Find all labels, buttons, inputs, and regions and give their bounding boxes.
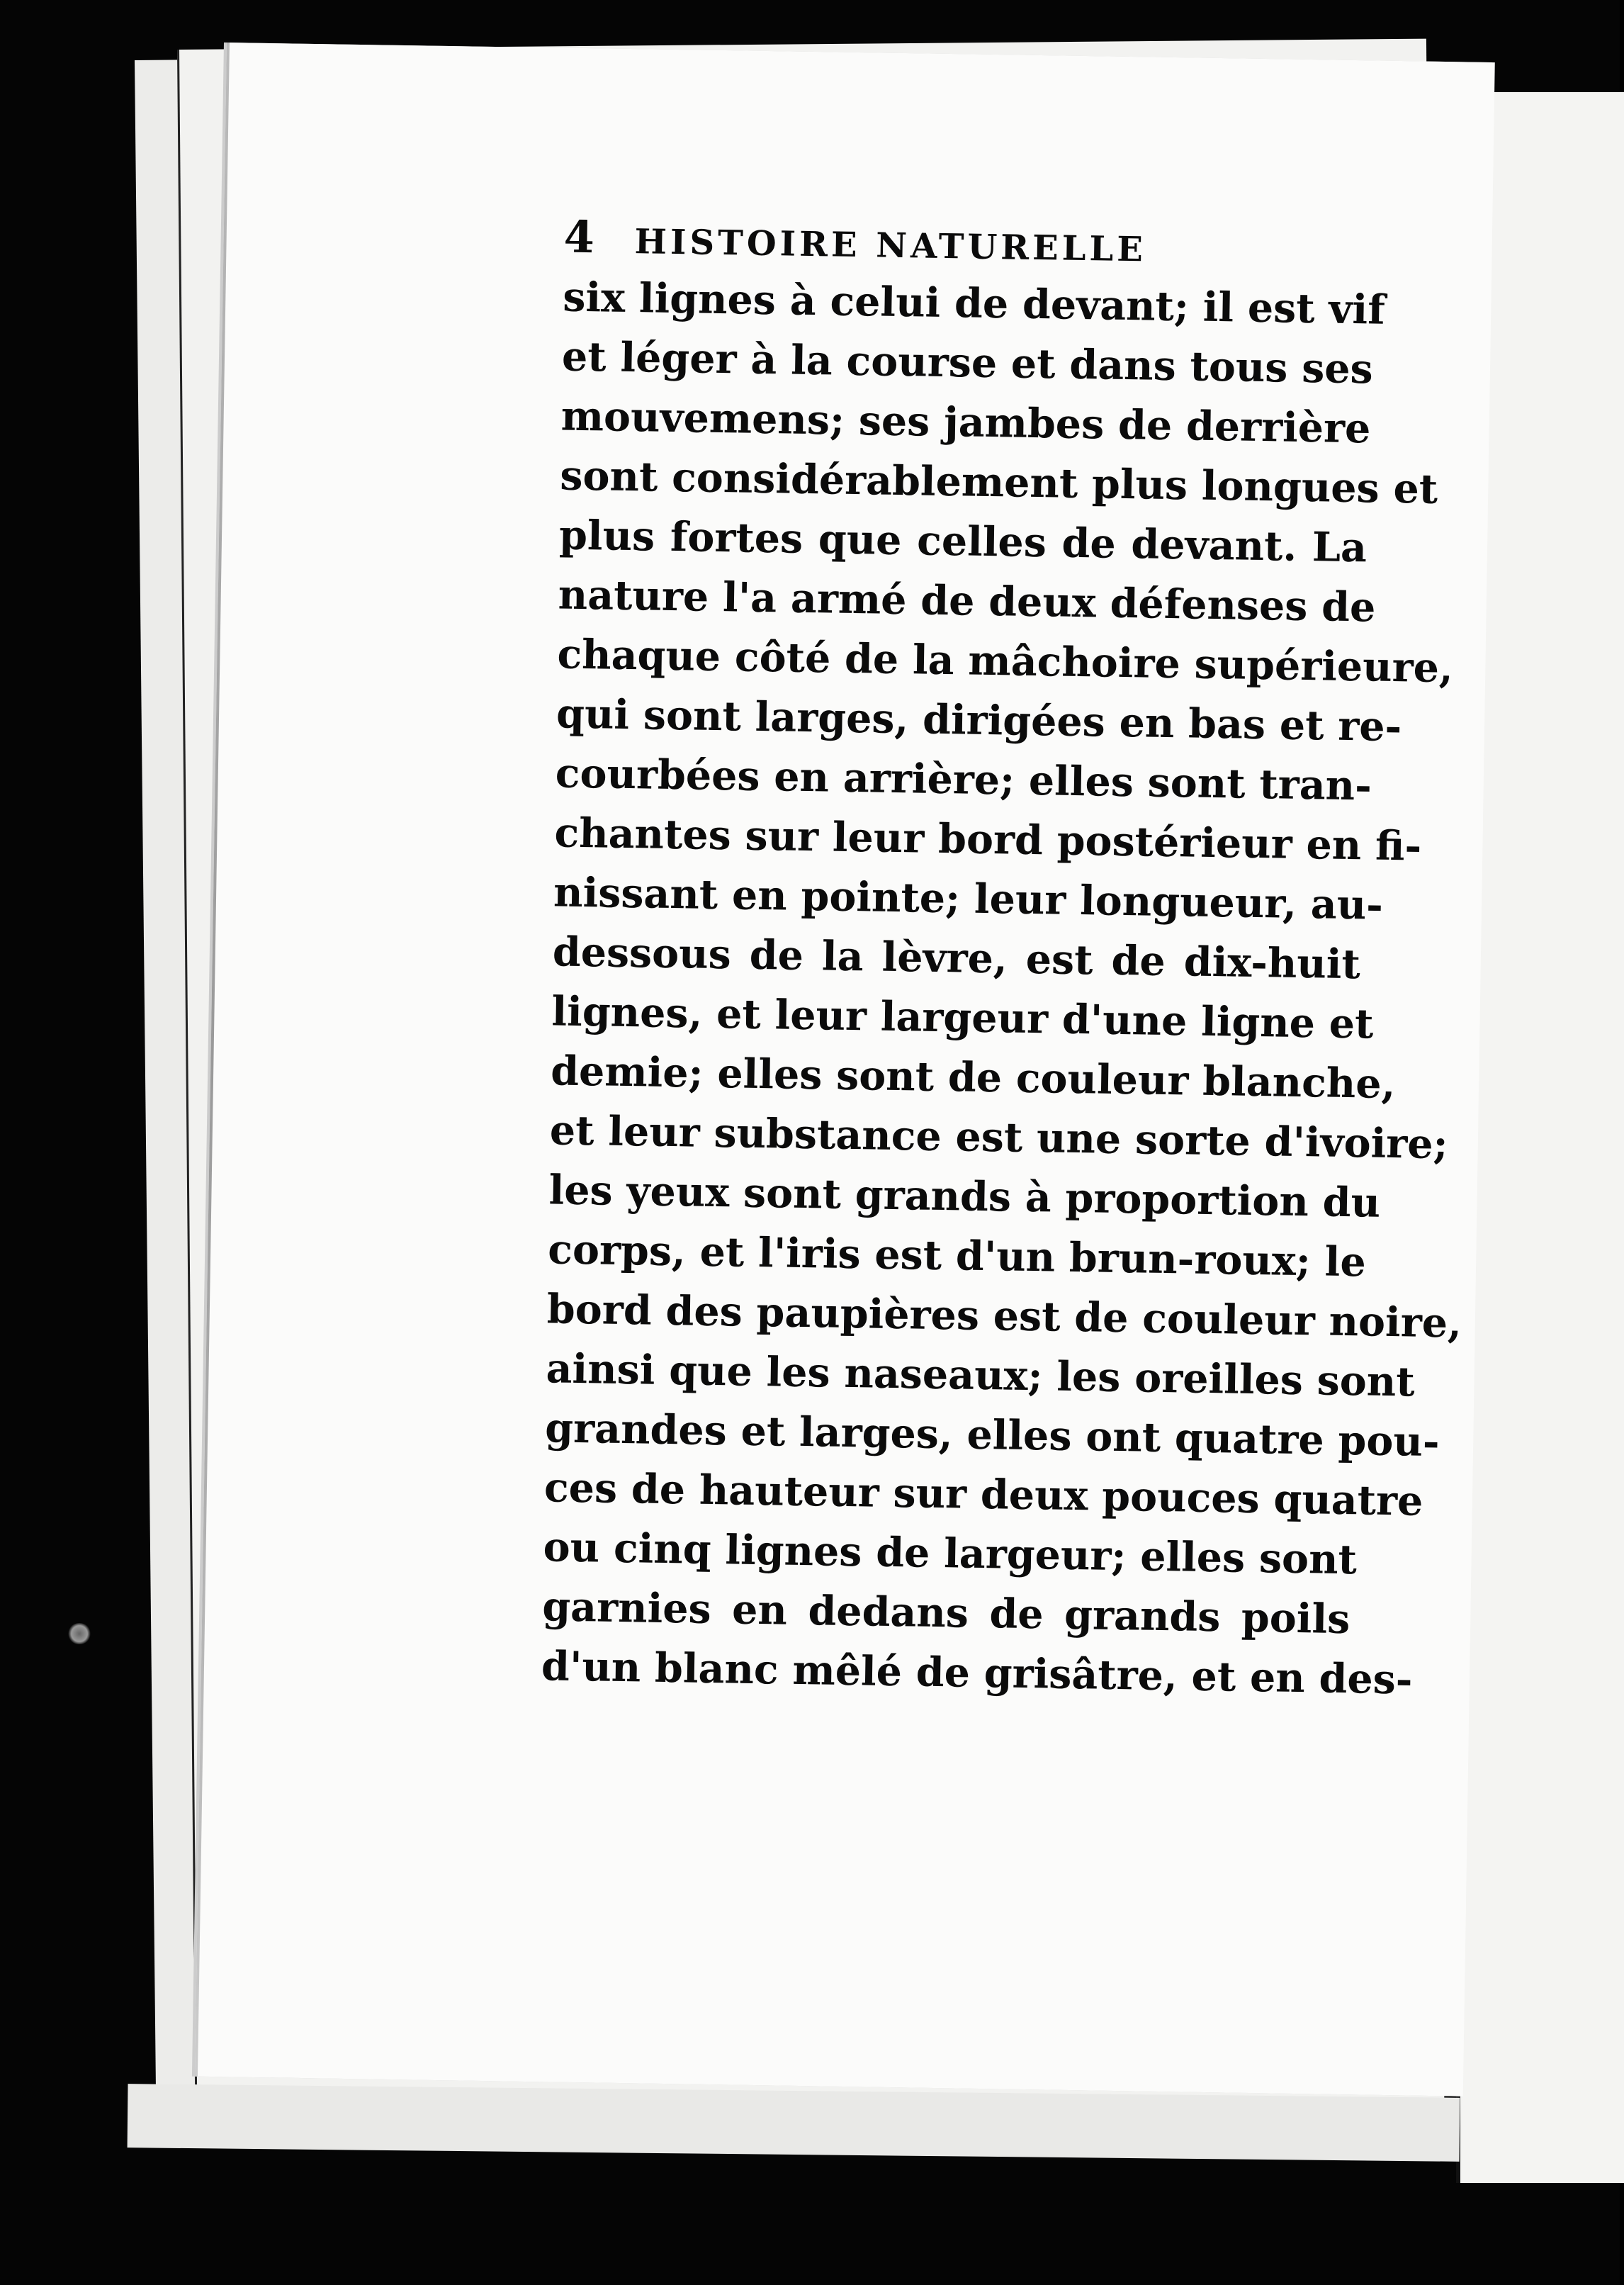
text-line: d'un blanc mêlé de grisâtre, et en des-: [541, 1642, 1413, 1704]
page-number: 4: [563, 210, 596, 264]
body-text: [541, 268, 1462, 1707]
text-line: nissant en pointe; leur longueur, au-: [553, 868, 1384, 929]
text-line: bord des paupières est de couleur noire,: [546, 1285, 1462, 1347]
text-line: qui sont larges, dirigées en bas et re-: [556, 690, 1402, 751]
text-line: ces de hauteur sur deux pouces quatre: [543, 1464, 1423, 1525]
text-line: plus fortes que celles de devant. La: [558, 511, 1368, 572]
text-line: grandes et larges, elles ont quatre pou-: [544, 1404, 1440, 1466]
text-line: dessous de la lèvre, est de dix-huit: [552, 928, 1361, 989]
text-line: courbées en arrière; elles sont tran-: [555, 749, 1372, 810]
text-line: garnies en dedans de grands poils: [541, 1583, 1350, 1644]
text-line: et leur substance est une sorte d'ivoire;: [549, 1106, 1449, 1169]
text-line: ou cinq lignes de largeur; elles sont: [543, 1523, 1358, 1584]
text-block: [541, 210, 1462, 1707]
text-line: ainsi que les naseaux; les oreilles sont: [546, 1344, 1416, 1406]
page-bottom-edge: [128, 2084, 1460, 2162]
ink-blot: [67, 1623, 91, 1644]
running-title: HISTOIRE NATURELLE: [634, 222, 1147, 270]
text-line: chantes sur leur bord postérieur en fi-: [554, 809, 1422, 870]
text-line: et léger à la course et dans tous ses: [561, 332, 1374, 393]
text-line: nature l'a armé de deux défenses de: [558, 571, 1376, 631]
text-line: demie; elles sont de couleur blanche,: [550, 1047, 1396, 1108]
text-line: sont considérablement plus longues et: [559, 451, 1438, 513]
text-line: lignes, et leur largeur d'une ligne et: [551, 987, 1374, 1048]
page-header: [563, 211, 1273, 279]
text-line: mouvemens; ses jambes de derrière: [560, 392, 1371, 453]
book-page: [195, 43, 1495, 2096]
text-line: corps, et l'iris est d'un brun-roux; le: [547, 1225, 1367, 1286]
text-line: les yeux sont grands à proportion du: [548, 1166, 1381, 1227]
text-line: six lignes à celui de devant; il est vif: [562, 273, 1386, 334]
text-line: chaque côté de la mâchoire supérieure,: [556, 630, 1454, 692]
